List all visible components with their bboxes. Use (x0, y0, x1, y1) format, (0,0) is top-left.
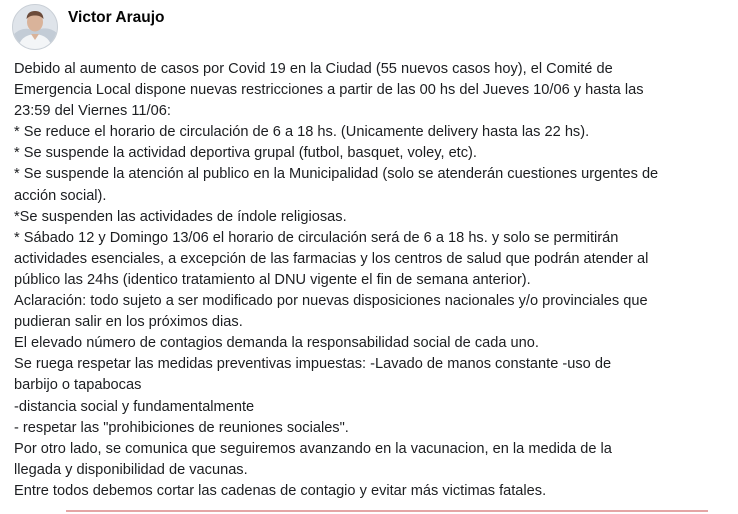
post-text-line: * Se reduce el horario de circulación de 6 a 18 hs. (Unicamente delivery hasta las 22 hs). (14, 124, 590, 141)
author-avatar[interactable] (12, 4, 58, 50)
post-text-line: El elevado número de contagios demanda la responsabilidad social de cada uno. (14, 335, 539, 352)
post-text-line: pudieran salir en los próximos dias. (14, 314, 243, 331)
post-text-line: Emergencia Local dispone nuevas restricciones a partir de las 00 hs del Jueves 10/06 y hasta las (14, 82, 644, 99)
post-text-line: Debido al aumento de casos por Covid 19 en la Ciudad (55 nuevos casos hoy), el Comité de (14, 61, 613, 77)
post-text-line: Entre todos debemos cortar las cadenas de contagio y evitar más victimas fatales. (14, 482, 547, 499)
user-avatar-icon (13, 5, 57, 49)
post-text-line: actividades esenciales, a excepción de las farmacias y los centros de salud que podrán atender al (14, 250, 649, 267)
post-text-line: * Sábado 12 y Domingo 13/06 el horario de circulación será de 6 a 18 hs. y solo se permitirán (14, 229, 619, 246)
post-text-line: llegada y disponibilidad de vacunas. (14, 461, 248, 478)
author-name[interactable]: Victor Araujo (68, 9, 165, 26)
post-text-line: - respetar las "prohibiciones de reuniones sociales". (14, 419, 349, 436)
post-text-line: barbijo o tapabocas (14, 377, 142, 394)
bottom-divider (66, 510, 708, 512)
post-text-line: Por otro lado, se comunica que seguiremos avanzando en la vacunacion, en la medida de la (14, 440, 612, 457)
post-text-line: público las 24hs (identico tratamiento al DNU vigente el fin de semana anterior). (14, 271, 531, 288)
post-text (14, 59, 730, 502)
post-text-line: * Se suspende la actividad deportiva grupal (futbol, basquet, voley, etc). (14, 145, 477, 162)
post-text-line: Se ruega respetar las medidas preventivas impuestas: -Lavado de manos constante -uso de (14, 356, 612, 373)
post-text-line: * Se suspende la atención al publico en la Municipalidad (solo se atenderán cuestiones urgentes de (14, 166, 659, 183)
post-header (12, 4, 164, 54)
post-text-line: -distancia social y fundamentalmente (14, 398, 255, 415)
post-text-line: *Se suspenden las actividades de índole religiosas. (14, 208, 347, 225)
post-text-line: Aclaración: todo sujeto a ser modificado por nuevas disposiciones nacionales y/o provinciales que (14, 293, 648, 310)
post-text-line: 23:59 del Viernes 11/06: (14, 103, 171, 120)
post-text-line: acción social). (14, 187, 107, 204)
